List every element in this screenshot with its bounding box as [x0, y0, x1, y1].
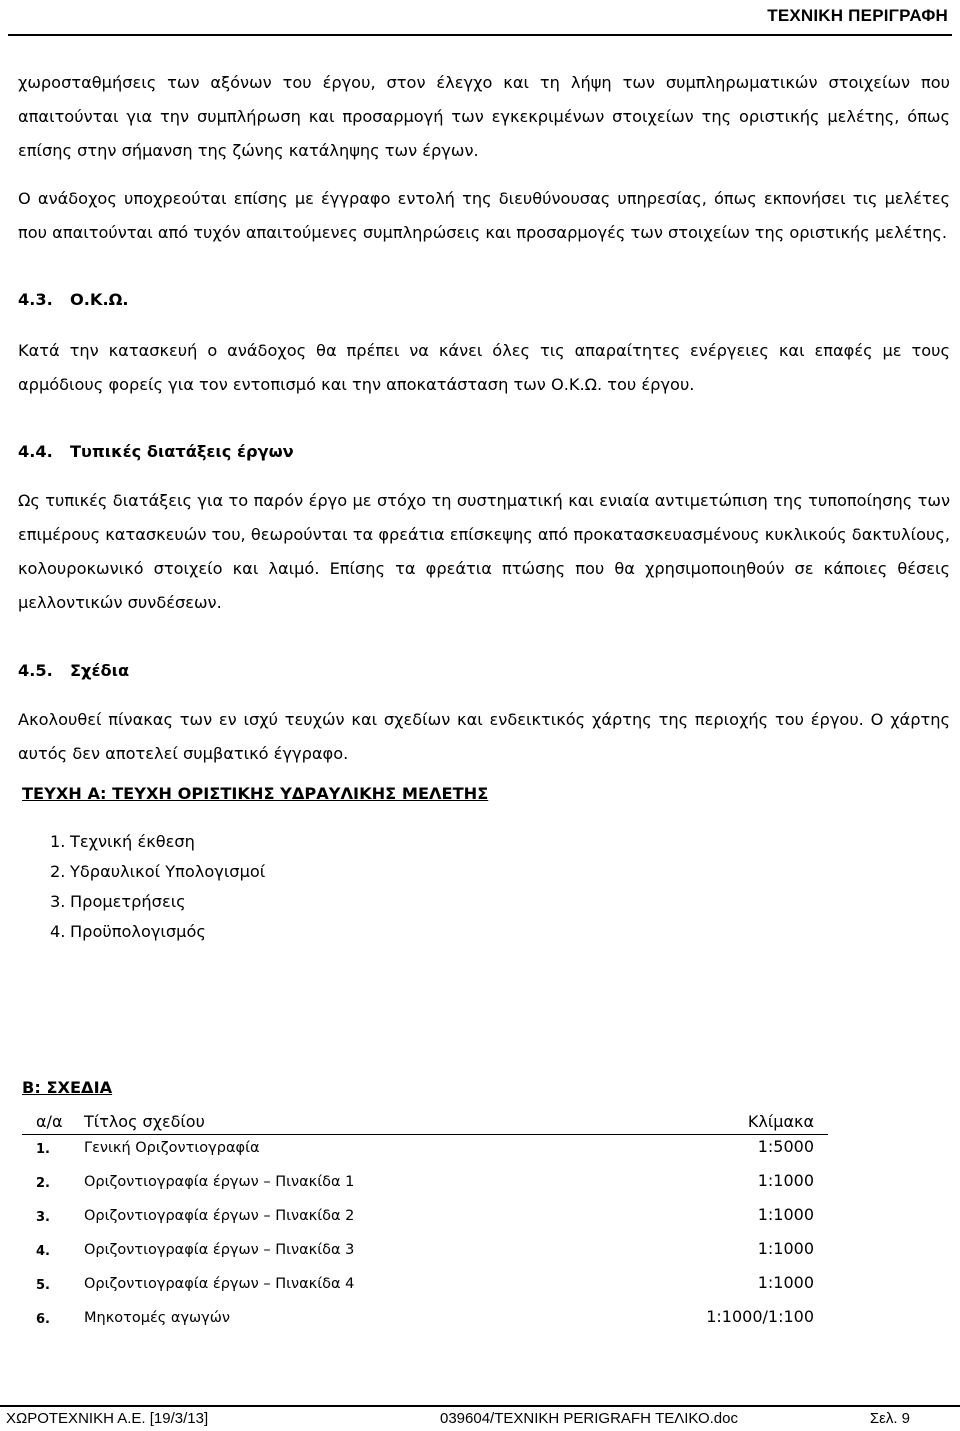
row-index: 1.: [36, 1142, 50, 1157]
table-row: [22, 1205, 828, 1242]
row-title: Οριζοντιογραφία έργων – Πινακίδα 3: [84, 1242, 355, 1258]
drawings-heading: Β: ΣΧΕΔΙΑ: [22, 1078, 113, 1097]
list-item: [50, 917, 265, 947]
item-number: 3.: [50, 892, 66, 911]
table-row: [22, 1239, 828, 1276]
page-header-title: ΤΕΧΝΙΚΗ ΠΕΡΙΓΡΑΦΗ: [767, 6, 948, 25]
volumes-list: [50, 827, 265, 947]
section-number: 4.3.: [18, 290, 53, 309]
footer-divider: [0, 1405, 960, 1407]
footer-page-number: Σελ. 9: [869, 1410, 910, 1427]
drawings-table-header: [22, 1112, 828, 1135]
paragraph-contractor-studies: Ο ανάδοχος υποχρεούται επίσης με έγγραφο εντολή της διευθύνουσας υπηρεσίας, όπως εκπονήσει τις μελέτες που απαιτούνται από τυχόν απαιτούμενες συμπληρώσεις και προσαρμογές των στοιχείων της οριστικής μελέτης.: [18, 189, 950, 242]
paragraph-surveying: χωροσταθμήσεις των αξόνων του έργου, στον έλεγχο και τη λήψη των συμπληρωματικών στοιχείων που απαιτούνται για την συμπλήρωση και προσαρμογή των εγκεκριμένων στοιχείων της οριστικής μελέτης, όπως επίσης στην σήμανση της ζώνης κατάληψης των έργων.: [18, 73, 950, 160]
header-divider: [8, 34, 952, 36]
row-scale: 1:1000: [757, 1205, 814, 1224]
section-heading-4-3: [18, 290, 129, 309]
section-title: Ο.Κ.Ω.: [70, 290, 129, 309]
section-number: 4.4.: [18, 442, 53, 461]
row-index: 6.: [36, 1312, 50, 1327]
row-title: Οριζοντιογραφία έργων – Πινακίδα 1: [84, 1174, 355, 1190]
row-scale: 1:1000: [757, 1273, 814, 1292]
table-row: [22, 1137, 828, 1174]
item-label: Προμετρήσεις: [70, 892, 186, 911]
item-label: Τεχνική έκθεση: [70, 832, 195, 851]
item-label: Υδραυλικοί Υπολογισμοί: [70, 862, 266, 881]
paragraph-utilities: Κατά την κατασκευή ο ανάδοχος θα πρέπει να κάνει όλες τις απαραίτητες ενέργειες και επαφές με τους αρμόδιους φορείς για τον εντοπισμό και την αποκατάσταση των Ο.Κ.Ω. του έργου.: [18, 341, 950, 394]
row-scale: 1:5000: [757, 1137, 814, 1156]
list-item: [50, 827, 265, 857]
item-number: 1.: [50, 832, 66, 851]
column-header-scale: Κλίμακα: [747, 1112, 814, 1131]
row-index: 5.: [36, 1278, 50, 1293]
section-title: Τυπικές διατάξεις έργων: [70, 442, 294, 461]
row-scale: 1:1000: [757, 1171, 814, 1190]
row-title: Οριζοντιογραφία έργων – Πινακίδα 4: [84, 1276, 355, 1292]
item-label: Προϋπολογισμός: [70, 922, 206, 941]
table-row: [22, 1273, 828, 1310]
section-heading-4-5: [18, 661, 129, 680]
footer-company: ΧΩΡΟΤΕΧΝΙΚΗ Α.Ε. [19/3/13]: [6, 1410, 209, 1427]
list-item: [50, 887, 265, 917]
row-scale: 1:1000: [757, 1239, 814, 1258]
column-header-idx: α/α: [36, 1112, 63, 1131]
section-title: Σχέδια: [70, 661, 130, 680]
paragraph-drawings-intro: Ακολουθεί πίνακας των εν ισχύ τευχών και σχεδίων και ενδεικτικός χάρτης της περιοχής του έργου. Ο χάρτης αυτός δεν αποτελεί συμβατικό έγγραφο.: [18, 710, 950, 763]
paragraph-typical-layouts: Ως τυπικές διατάξεις για το παρόν έργο με στόχο τη συστηματική και ενιαία αντιμετώπιση της τυποποίησης των επιμέρους κατασκευών του, θεωρούνται τα φρεάτια επίσκεψης από προκατασκευασμένους κυκλικούς δακτυλίους, κολουροκωνικό στοιχείο και λαιμό. Επίσης τα φρεάτια πτώσης που θα χρησιμοποιηθούν σε κάποιες θέσεις μελλοντικών συνδέσεων.: [18, 491, 950, 612]
table-row: [22, 1171, 828, 1208]
column-header-title: Τίτλος σχεδίου: [84, 1112, 205, 1131]
row-title: Μηκοτομές αγωγών: [84, 1310, 231, 1326]
volumes-heading: ΤΕΥΧΗ Α: ΤΕΥΧΗ ΟΡΙΣΤΙΚΗΣ ΥΔΡΑΥΛΙΚΗΣ ΜΕΛΕΤΗΣ: [22, 784, 489, 803]
table-row: [22, 1307, 828, 1344]
row-scale: 1:1000/1:100: [706, 1307, 814, 1326]
section-heading-4-4: [18, 442, 294, 461]
row-index: 3.: [36, 1210, 50, 1225]
list-item: [50, 857, 265, 887]
item-number: 2.: [50, 862, 66, 881]
row-title: Οριζοντιογραφία έργων – Πινακίδα 2: [84, 1208, 355, 1224]
section-number: 4.5.: [18, 661, 53, 680]
row-title: Γενική Οριζοντιογραφία: [84, 1140, 260, 1156]
row-index: 4.: [36, 1244, 50, 1259]
item-number: 4.: [50, 922, 66, 941]
row-index: 2.: [36, 1176, 50, 1191]
footer-filename: 039604/ΤΕΧΝΙΚΗ PERIGRAFH ΤΕΛΙΚΟ.doc: [440, 1410, 738, 1427]
